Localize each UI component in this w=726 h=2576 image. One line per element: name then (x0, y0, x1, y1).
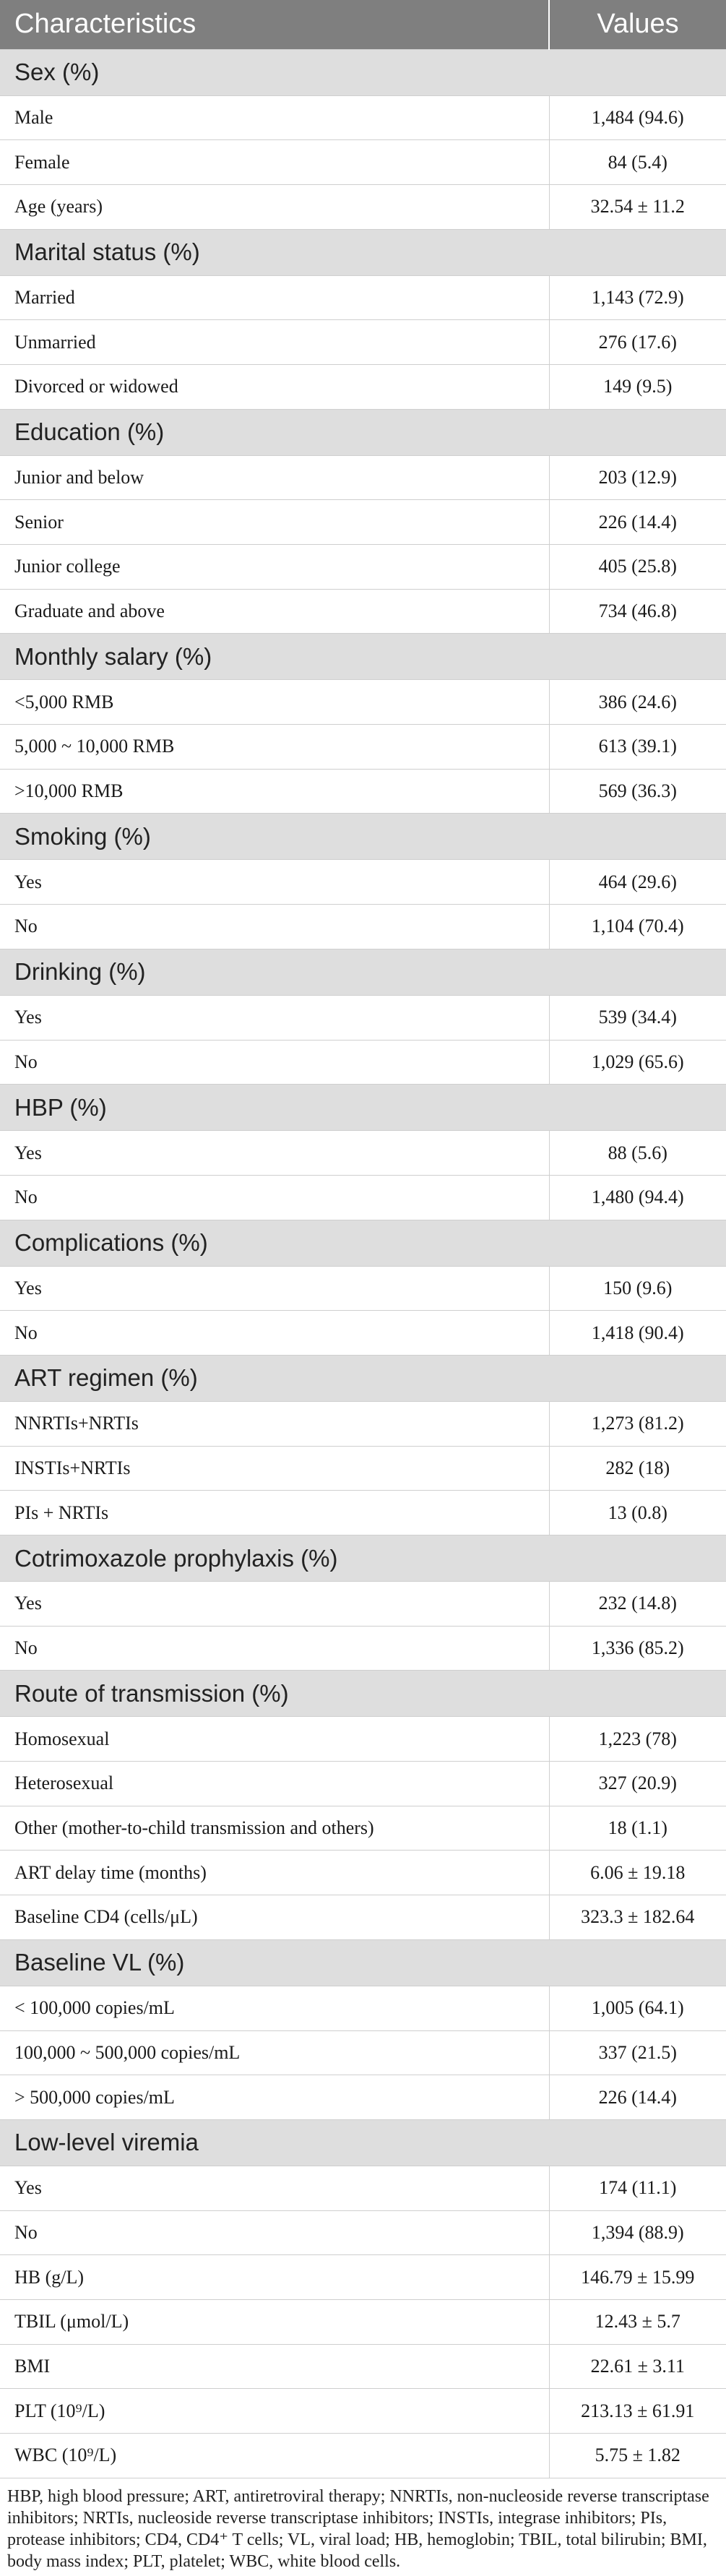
row-label: Baseline CD4 (cells/μL) (0, 1895, 549, 1940)
table-row (0, 95, 726, 140)
table-row (0, 905, 726, 949)
row-value: 1,418 (90.4) (549, 1311, 726, 1356)
table-row (0, 2255, 726, 2300)
row-value: 150 (9.6) (549, 1266, 726, 1311)
section-header-row (0, 409, 726, 455)
table-footnote: HBP, high blood pressure; ART, antiretroviral therapy; NNRTIs, non-nucleoside reverse transcriptase inhibitors; NRTIs, nucleoside reverse transcriptase inhibitors; INSTIs, integrase inhibitors; PIs, protease inhibitors; CD4, CD4⁺ T cells; VL, viral load; HB, hemoglobin; TBIL, total bilirubin; BMI, body mass index; PLT, platelet; WBC, white blood cells. (7, 2487, 709, 2571)
section-title: Smoking (%) (0, 814, 726, 860)
section-header-row (0, 1355, 726, 1401)
section-header-row (0, 1085, 726, 1131)
section-title: Baseline VL (%) (0, 1939, 726, 1986)
table-row (0, 1762, 726, 1806)
row-label: Graduate and above (0, 589, 549, 634)
section-title: HBP (%) (0, 1085, 726, 1131)
table-row (0, 140, 726, 185)
row-label: WBC (10⁹/L) (0, 2434, 549, 2478)
table-row (0, 725, 726, 770)
table-row (0, 860, 726, 905)
row-label: Yes (0, 2166, 549, 2210)
row-value: 405 (25.8) (549, 545, 726, 590)
table-row (0, 364, 726, 409)
row-value: 32.54 ± 11.2 (549, 184, 726, 229)
row-label: Male (0, 95, 549, 140)
table-row (0, 1582, 726, 1627)
row-value: 337 (21.5) (549, 2030, 726, 2075)
row-label: Yes (0, 1131, 549, 1176)
section-header-row (0, 814, 726, 860)
table-row (0, 589, 726, 634)
section-header-row (0, 49, 726, 95)
section-title: Route of transmission (%) (0, 1671, 726, 1717)
section-header-row (0, 1939, 726, 1986)
row-value: 323.3 ± 182.64 (549, 1895, 726, 1940)
row-label: Homosexual (0, 1717, 549, 1762)
table-row (0, 1175, 726, 1220)
row-value: 1,104 (70.4) (549, 905, 726, 949)
section-title: Low-level viremia (0, 2119, 726, 2166)
row-label: NNRTIs+NRTIs (0, 1401, 549, 1446)
row-label: No (0, 1311, 549, 1356)
section-title: Cotrimoxazole prophylaxis (%) (0, 1535, 726, 1582)
table-row (0, 275, 726, 320)
section-title: Sex (%) (0, 49, 726, 95)
section-title: Education (%) (0, 409, 726, 455)
section-header-row (0, 2119, 726, 2166)
row-label: Heterosexual (0, 1762, 549, 1806)
row-value: 84 (5.4) (549, 140, 726, 185)
row-label: <5,000 RMB (0, 680, 549, 725)
row-value: 734 (46.8) (549, 589, 726, 634)
row-value: 22.61 ± 3.11 (549, 2344, 726, 2389)
row-value: 1,394 (88.9) (549, 2210, 726, 2255)
row-label: > 500,000 copies/mL (0, 2075, 549, 2120)
table-row (0, 2389, 726, 2434)
table-row (0, 1266, 726, 1311)
row-label: No (0, 1175, 549, 1220)
row-value: 13 (0.8) (549, 1491, 726, 1535)
row-label: ART delay time (months) (0, 1851, 549, 1895)
table-row (0, 455, 726, 500)
table-row (0, 2166, 726, 2210)
table-row (0, 2030, 726, 2075)
table-row (0, 1311, 726, 1356)
row-value: 539 (34.4) (549, 995, 726, 1040)
row-label: < 100,000 copies/mL (0, 1986, 549, 2030)
row-value: 464 (29.6) (549, 860, 726, 905)
table-row (0, 2075, 726, 2120)
section-title: Complications (%) (0, 1220, 726, 1266)
row-value: 1,143 (72.9) (549, 275, 726, 320)
row-value: 613 (39.1) (549, 725, 726, 770)
row-label: No (0, 905, 549, 949)
row-label: Junior and below (0, 455, 549, 500)
table-row (0, 1806, 726, 1851)
table-row (0, 1040, 726, 1085)
table-row (0, 1986, 726, 2030)
row-value: 386 (24.6) (549, 680, 726, 725)
row-label: Divorced or widowed (0, 364, 549, 409)
section-header-row (0, 949, 726, 995)
row-value: 276 (17.6) (549, 320, 726, 365)
table-row (0, 2210, 726, 2255)
row-label: Junior college (0, 545, 549, 590)
table-row (0, 1401, 726, 1446)
row-value: 569 (36.3) (549, 769, 726, 814)
row-value: 6.06 ± 19.18 (549, 1851, 726, 1895)
section-title: Drinking (%) (0, 949, 726, 995)
row-value: 213.13 ± 61.91 (549, 2389, 726, 2434)
table-row (0, 1851, 726, 1895)
table-row (0, 995, 726, 1040)
row-value: 327 (20.9) (549, 1762, 726, 1806)
table-row (0, 545, 726, 590)
row-value: 149 (9.5) (549, 364, 726, 409)
row-label: Yes (0, 860, 549, 905)
row-label: Age (years) (0, 184, 549, 229)
table-row (0, 1626, 726, 1671)
table-row (0, 2299, 726, 2344)
section-header-row (0, 1535, 726, 1582)
row-label: Other (mother-to-child transmission and others) (0, 1806, 549, 1851)
section-title: Monthly salary (%) (0, 634, 726, 680)
row-label: >10,000 RMB (0, 769, 549, 814)
row-value: 203 (12.9) (549, 455, 726, 500)
section-header-row (0, 229, 726, 275)
row-label: TBIL (μmol/L) (0, 2299, 549, 2344)
row-label: No (0, 1626, 549, 1671)
section-header-row (0, 634, 726, 680)
row-value: 1,336 (85.2) (549, 1626, 726, 1671)
row-value: 1,223 (78) (549, 1717, 726, 1762)
row-value: 1,480 (94.4) (549, 1175, 726, 1220)
row-value: 12.43 ± 5.7 (549, 2299, 726, 2344)
table-row (0, 320, 726, 365)
row-value: 226 (14.4) (549, 500, 726, 545)
table-row (0, 2344, 726, 2389)
table-row (0, 2434, 726, 2478)
table-row (0, 680, 726, 725)
section-header-row (0, 1671, 726, 1717)
row-label: Senior (0, 500, 549, 545)
header-values: Values (549, 0, 726, 49)
row-label: Yes (0, 995, 549, 1040)
table-row (0, 1717, 726, 1762)
row-value: 18 (1.1) (549, 1806, 726, 1851)
table-row (0, 1895, 726, 1940)
table-row (0, 769, 726, 814)
row-label: PIs + NRTIs (0, 1491, 549, 1535)
row-value: 146.79 ± 15.99 (549, 2255, 726, 2300)
row-label: Unmarried (0, 320, 549, 365)
row-label: 100,000 ~ 500,000 copies/mL (0, 2030, 549, 2075)
table-row (0, 1446, 726, 1491)
row-value: 1,484 (94.6) (549, 95, 726, 140)
section-title: Marital status (%) (0, 229, 726, 275)
row-label: Female (0, 140, 549, 185)
row-value: 1,273 (81.2) (549, 1401, 726, 1446)
table-header-row (0, 0, 726, 49)
table-row (0, 1491, 726, 1535)
row-value: 226 (14.4) (549, 2075, 726, 2120)
row-label: BMI (0, 2344, 549, 2389)
row-value: 88 (5.6) (549, 1131, 726, 1176)
row-label: No (0, 1040, 549, 1085)
row-label: Yes (0, 1582, 549, 1627)
table-body (0, 49, 726, 2478)
header-characteristics: Characteristics (0, 0, 549, 49)
row-value: 1,029 (65.6) (549, 1040, 726, 1085)
row-label: No (0, 2210, 549, 2255)
table-row (0, 1131, 726, 1176)
row-value: 174 (11.1) (549, 2166, 726, 2210)
row-label: Married (0, 275, 549, 320)
section-header-row (0, 1220, 726, 1266)
table-row (0, 184, 726, 229)
row-value: 5.75 ± 1.82 (549, 2434, 726, 2478)
row-label: 5,000 ~ 10,000 RMB (0, 725, 549, 770)
row-label: Yes (0, 1266, 549, 1311)
table-row (0, 500, 726, 545)
row-value: 232 (14.8) (549, 1582, 726, 1627)
row-label: INSTIs+NRTIs (0, 1446, 549, 1491)
row-label: HB (g/L) (0, 2255, 549, 2300)
row-label: PLT (10⁹/L) (0, 2389, 549, 2434)
row-value: 282 (18) (549, 1446, 726, 1491)
section-title: ART regimen (%) (0, 1355, 726, 1401)
row-value: 1,005 (64.1) (549, 1986, 726, 2030)
